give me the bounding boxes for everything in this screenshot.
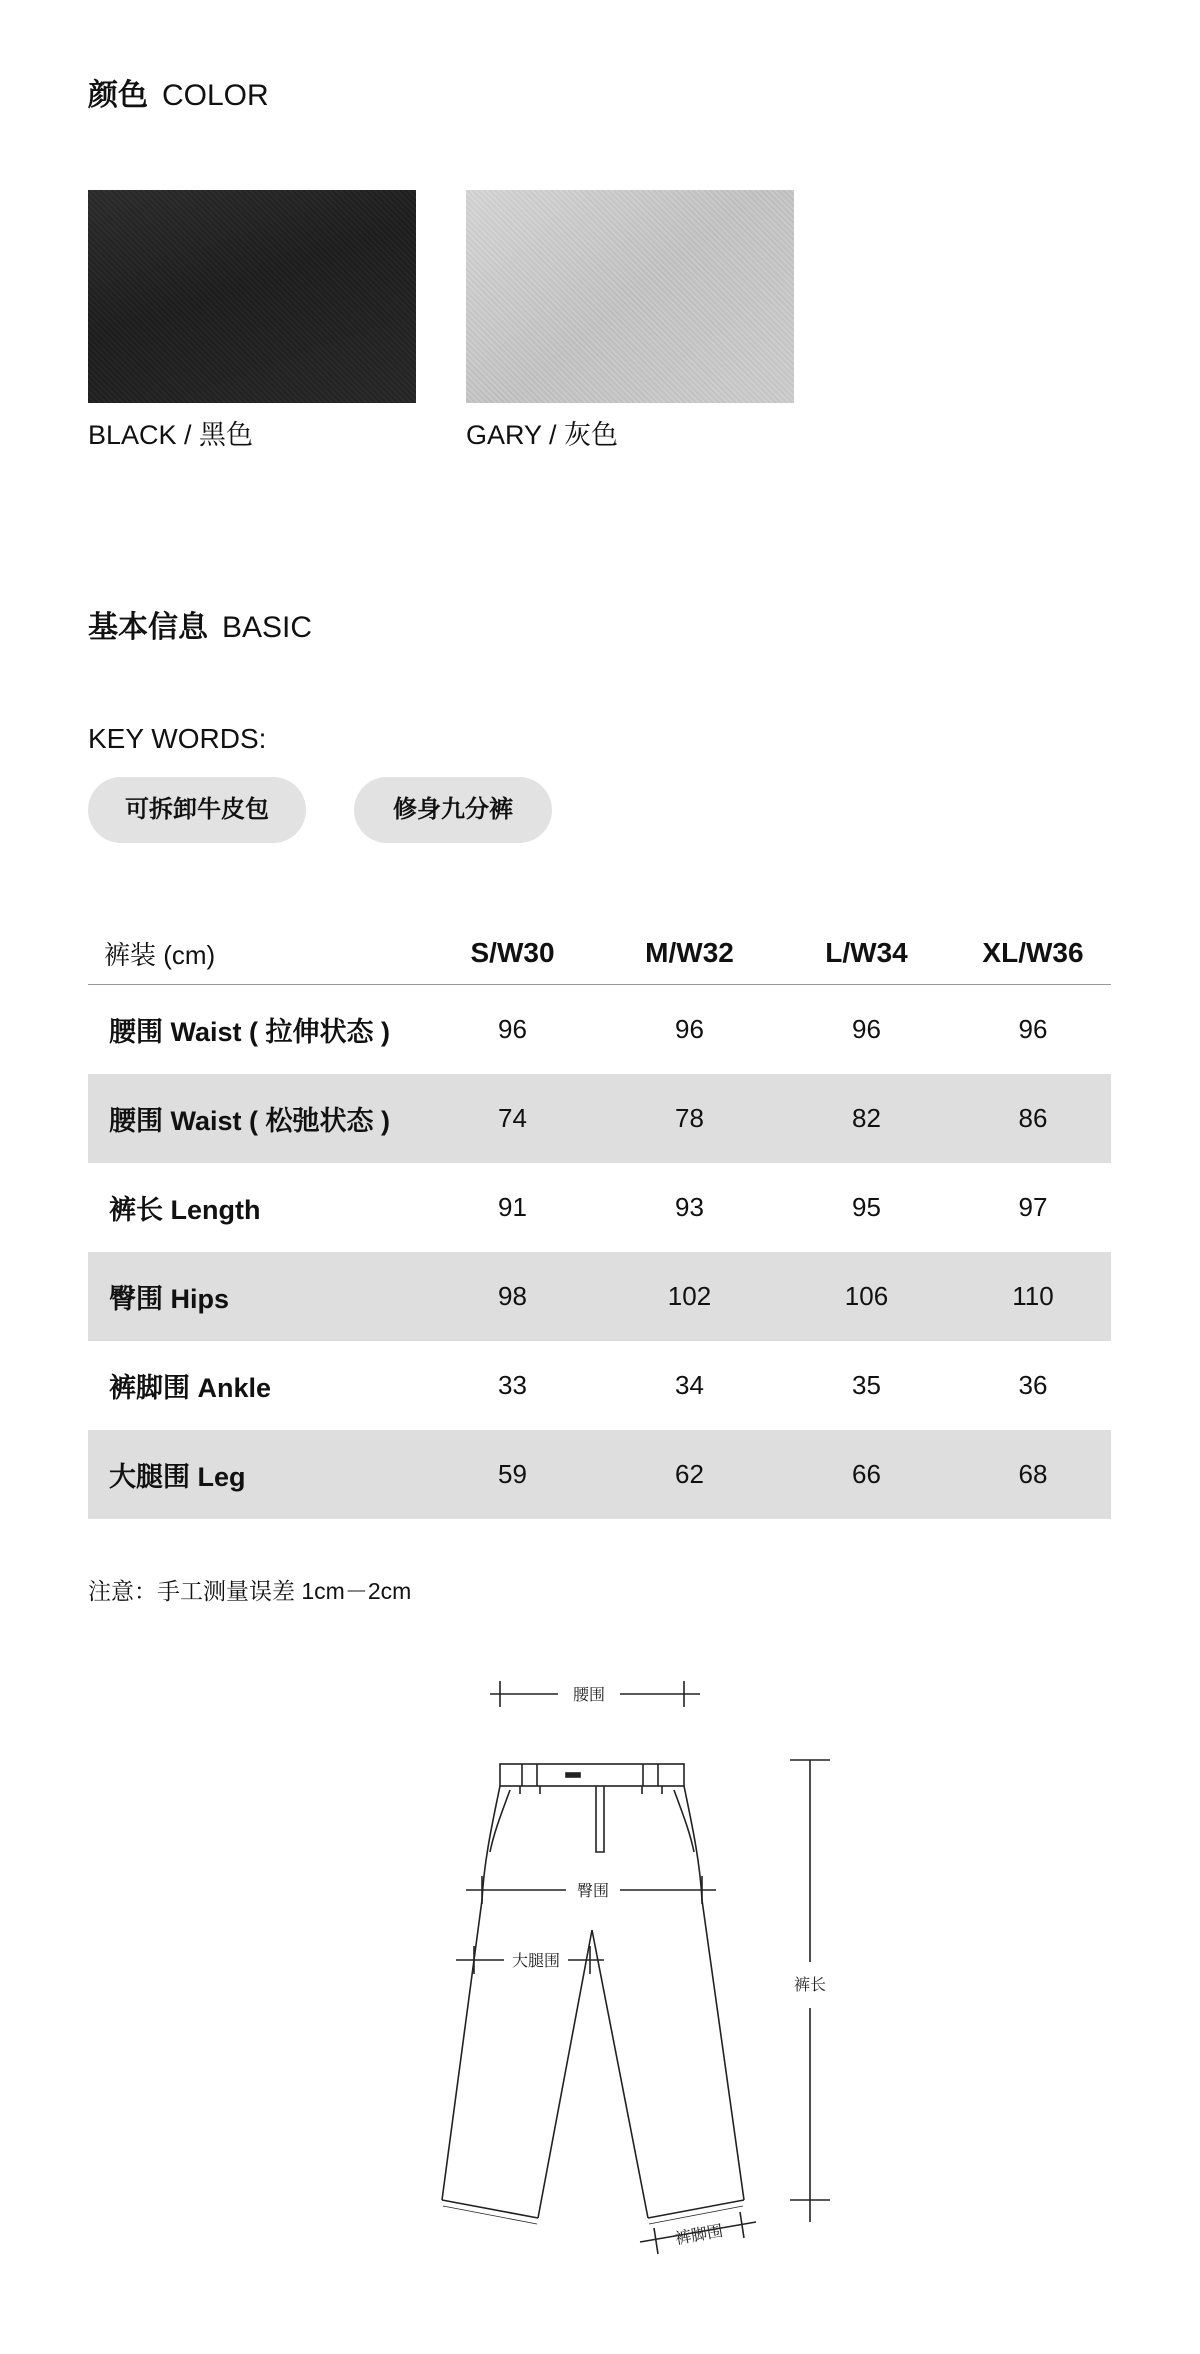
table-cell: 35 [852, 1370, 881, 1400]
basic-title-zh: 基本信息 [88, 611, 208, 644]
row-label: 裤脚围 Ankle [109, 1373, 272, 1403]
row-label: 裤长 Length [109, 1195, 261, 1225]
table-cell: 82 [778, 1074, 955, 1163]
row-label: 腰围 Waist ( 拉伸状态 ) [109, 1017, 390, 1047]
table-cell: 106 [778, 1252, 955, 1341]
row-label: 臀围 Hips [88, 1252, 424, 1341]
keyword-tag-detachable-bag[interactable]: 可拆卸牛皮包 [88, 777, 306, 843]
table-cell: 97 [1018, 1192, 1048, 1222]
measurement-note: 注意：手工测量误差 1cm－2cm [88, 1578, 412, 1604]
diagram-label-thigh: 大腿围 [511, 1951, 561, 1970]
table-cell: 36 [1018, 1370, 1048, 1400]
table-cell: 62 [601, 1430, 778, 1519]
table-cell: 96 [852, 1014, 881, 1044]
table-cell: 98 [424, 1252, 601, 1341]
table-cell: 96 [498, 1014, 527, 1044]
diagram-label-ankle: 裤脚围 [673, 2220, 725, 2249]
diagram-label-length: 裤长 [793, 1975, 827, 1994]
header-category: 裤装 (cm) [104, 939, 216, 970]
header-size-l: L/W34 [825, 937, 908, 968]
row-label: 腰围 Waist ( 松弛状态 ) [88, 1074, 424, 1163]
table-cell: 91 [498, 1192, 527, 1222]
table-cell: 86 [955, 1074, 1111, 1163]
table-cell: 78 [601, 1074, 778, 1163]
table-cell: 93 [675, 1192, 704, 1222]
table-cell: 102 [601, 1252, 778, 1341]
table-cell: 96 [675, 1014, 704, 1044]
diagram-label-waist: 腰围 [572, 1685, 606, 1704]
table-cell: 95 [852, 1192, 881, 1222]
table-cell: 59 [424, 1430, 601, 1519]
waistband-shape [500, 1764, 684, 1786]
table-cell: 74 [424, 1074, 601, 1163]
color-title-zh: 颜色 [88, 79, 148, 112]
table-cell: 33 [498, 1370, 527, 1400]
header-size-m: M/W32 [645, 937, 734, 968]
table-cell: 96 [1018, 1014, 1048, 1044]
table-cell: 66 [778, 1430, 955, 1519]
keywords-label: KEY WORDS: [88, 723, 267, 754]
table-cell: 68 [955, 1430, 1111, 1519]
table-cell: 110 [955, 1252, 1111, 1341]
gray-swatch-label: GARY / 灰色 [466, 420, 619, 450]
black-swatch-label: BLACK / 黑色 [88, 420, 254, 450]
color-title-en: COLOR [162, 79, 269, 112]
keyword-tag-slim-cropped-pants[interactable]: 修身九分裤 [354, 777, 552, 843]
basic-title-en: BASIC [222, 611, 313, 644]
row-label: 大腿围 Leg [88, 1430, 424, 1519]
header-size-xl: XL/W36 [982, 937, 1084, 968]
diagram-label-hips: 臀围 [576, 1881, 610, 1900]
table-cell: 34 [675, 1370, 704, 1400]
header-size-s: S/W30 [470, 937, 555, 968]
